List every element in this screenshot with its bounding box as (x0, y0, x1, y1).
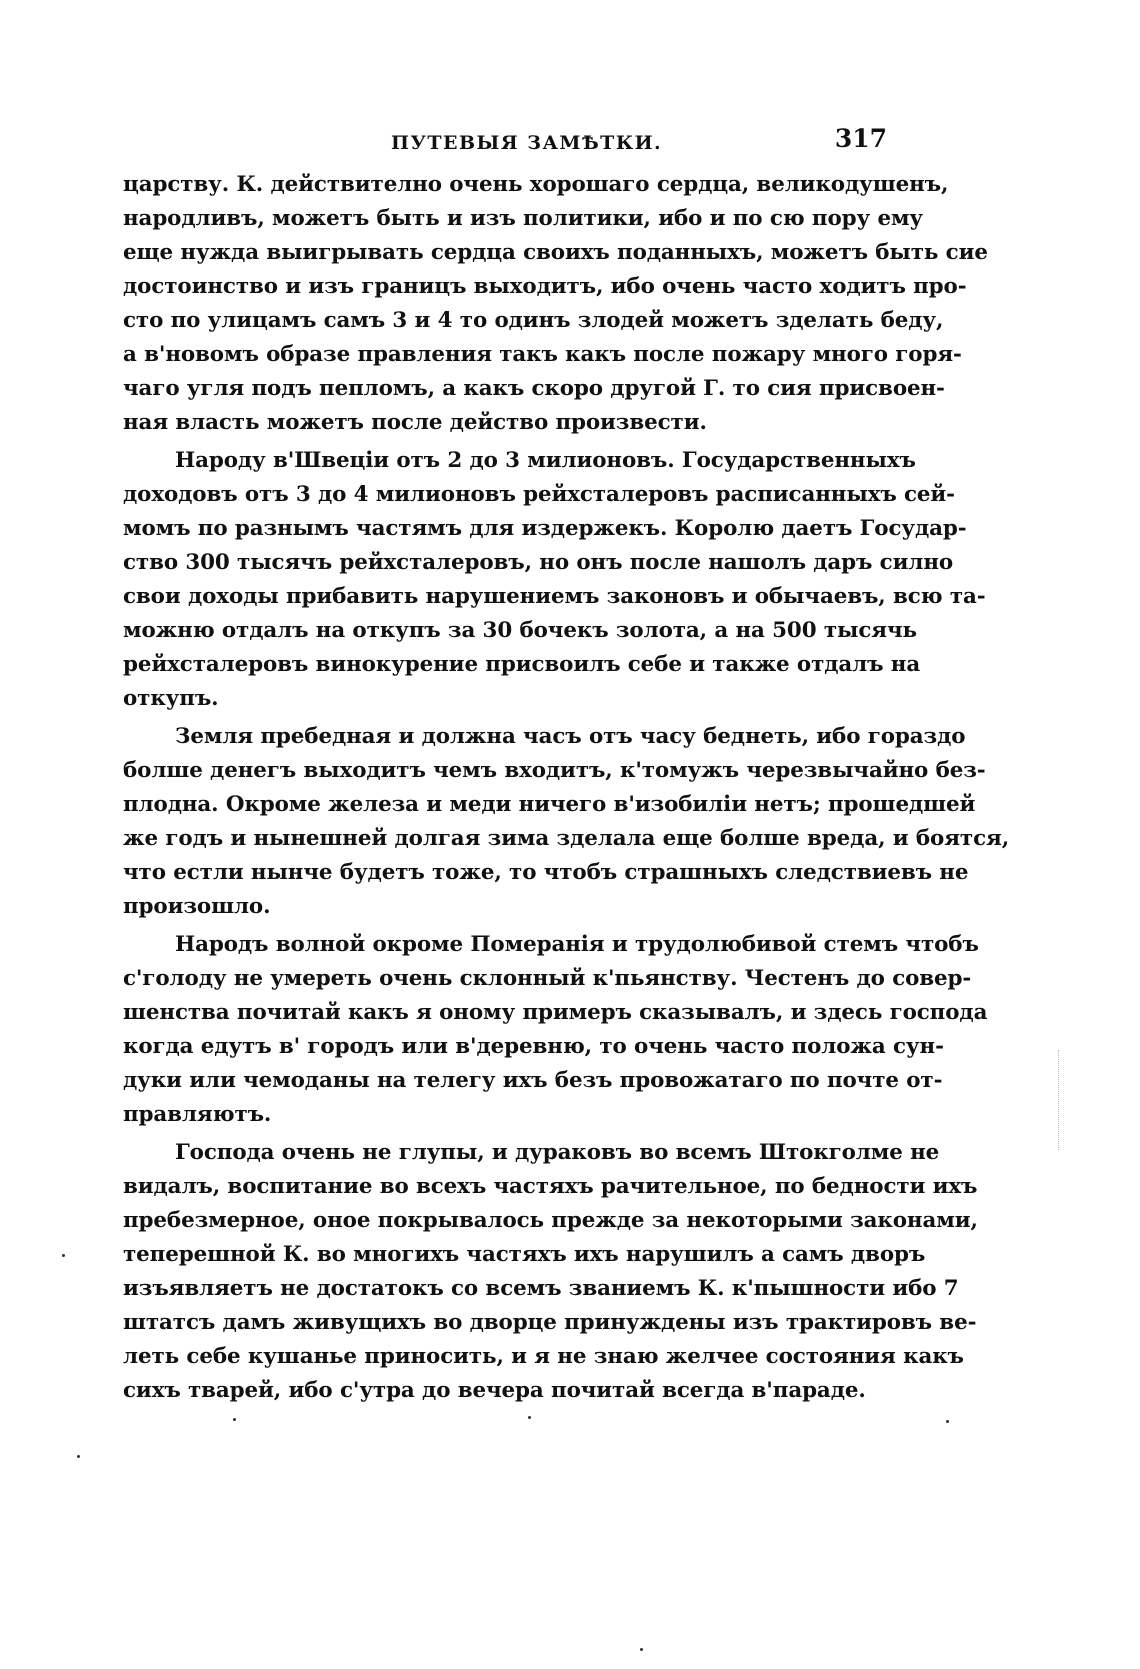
paragraph (123, 168, 988, 440)
text-line: изъявляетъ не достатокъ со всемъ званиемъ К. к'пышности ибо 7 (123, 1276, 959, 1301)
scan-speck (946, 1420, 949, 1423)
paragraph (123, 444, 986, 716)
text-line: сто по улицамъ самъ 3 и 4 то одинъ злодей можетъ зделать беду, (123, 308, 944, 333)
text-line: Народъ волной окроме Померанія и трудолюбивой стемъ чтобъ (175, 932, 979, 957)
text-line: ная власть можетъ после действо произвести. (123, 410, 707, 435)
text-line: доходовъ отъ 3 до 4 милионовъ рейхсталеровъ расписанныхъ сей- (123, 482, 955, 507)
text-line: правляютъ. (123, 1102, 272, 1127)
text-line: произошло. (123, 894, 271, 919)
text-line: болше денегъ выходитъ чемъ входитъ, к'томужъ черезвычайно без- (123, 758, 986, 783)
text-line: Господа очень не глупы, и дураковъ во всемъ Штокголме не (175, 1140, 940, 1165)
text-line: рейхсталеровъ винокурение присвоилъ себе и также отдалъ на (123, 652, 921, 677)
text-line: пребезмерное, оное покрывалось прежде за некоторыми законами, (123, 1208, 978, 1233)
text-line: можню отдалъ на откупъ за 30 бочекъ золота, а на 500 тысячь (123, 618, 917, 643)
scan-speck (233, 1418, 236, 1421)
text-line: Земля пребедная и должна часъ отъ часу беднеть, ибо гораздо (175, 724, 966, 749)
body-text (123, 168, 1010, 1408)
text-line: же годъ и нынешней долгая зима зделала еще болше вреда, и боятся, (123, 826, 1010, 851)
scan-speck (77, 1455, 80, 1458)
text-line: сихъ тварей, ибо с'утра до вечера почитай всегда в'параде. (123, 1378, 866, 1403)
text-line: штатсъ дамъ живущихъ во дворце принуждены изъ трактировъ ве- (123, 1310, 977, 1335)
paragraph (123, 720, 1010, 924)
text-line: народливъ, можетъ быть и изъ политики, ибо и по сю пору ему (123, 206, 924, 231)
text-line: шенства почитай какъ я оному примеръ сказывалъ, и здесь господа (123, 1000, 988, 1025)
text-line: теперешной К. во многихъ частяхъ ихъ нарушилъ а самъ дворъ (123, 1242, 926, 1267)
paragraph (123, 1136, 978, 1408)
running-title: ПУТЕВЫЯ ЗАМѢТКИ. (391, 132, 663, 154)
text-line: чаго угля подъ пепломъ, а какъ скоро другой Г. то сия присвоен- (123, 376, 945, 401)
scan-speck (640, 1648, 643, 1651)
scan-edge-mark (1058, 1050, 1060, 1150)
text-line: плодна. Окроме железа и меди ничего в'изобиліи нетъ; прошедшей (123, 792, 976, 817)
page-number: 317 (834, 124, 887, 153)
paragraph (123, 928, 988, 1132)
text-line: с'голоду не умереть очень склонный к'пьянству. Честенъ до совер- (123, 966, 972, 991)
text-line: видалъ, воспитание во всехъ частяхъ рачительное, по бедности ихъ (123, 1174, 978, 1199)
text-line: царству. К. действително очень хорошаго сердца, великодушенъ, (123, 172, 949, 197)
text-line: ство 300 тысячъ рейхсталеровъ, но онъ после нашолъ даръ силно (123, 550, 954, 575)
text-line: когда едутъ в' городъ или в'деревню, то очень часто положа сун- (123, 1034, 944, 1059)
scan-speck (62, 1254, 65, 1257)
scan-speck (528, 1416, 531, 1419)
running-header (175, 124, 895, 160)
text-line: а в'новомъ образе правления такъ какъ после пожару много горя- (123, 342, 962, 367)
text-line: дуки или чемоданы на телегу ихъ безъ провожатаго по почте от- (123, 1068, 943, 1093)
text-line: леть себе кушанье приносить, и я не знаю желчее состояния какъ (123, 1344, 964, 1369)
text-line: откупъ. (123, 686, 219, 711)
text-line: еще нужда выигрывать сердца своихъ поданныхъ, можетъ быть сие (123, 240, 988, 265)
text-line: достоинство и изъ границъ выходитъ, ибо очень часто ходитъ про- (123, 274, 967, 299)
text-line: Народу в'Швеціи отъ 2 до 3 милионовъ. Государственныхъ (175, 448, 916, 473)
text-line: момъ по разнымъ частямъ для издержекъ. Королю даетъ Государ- (123, 516, 967, 541)
text-line: свои доходы прибавить нарушениемъ законовъ и обычаевъ, всю та- (123, 584, 986, 609)
text-line: что естли нынче будетъ тоже, то чтобъ страшныхъ следствиевъ не (123, 860, 969, 885)
